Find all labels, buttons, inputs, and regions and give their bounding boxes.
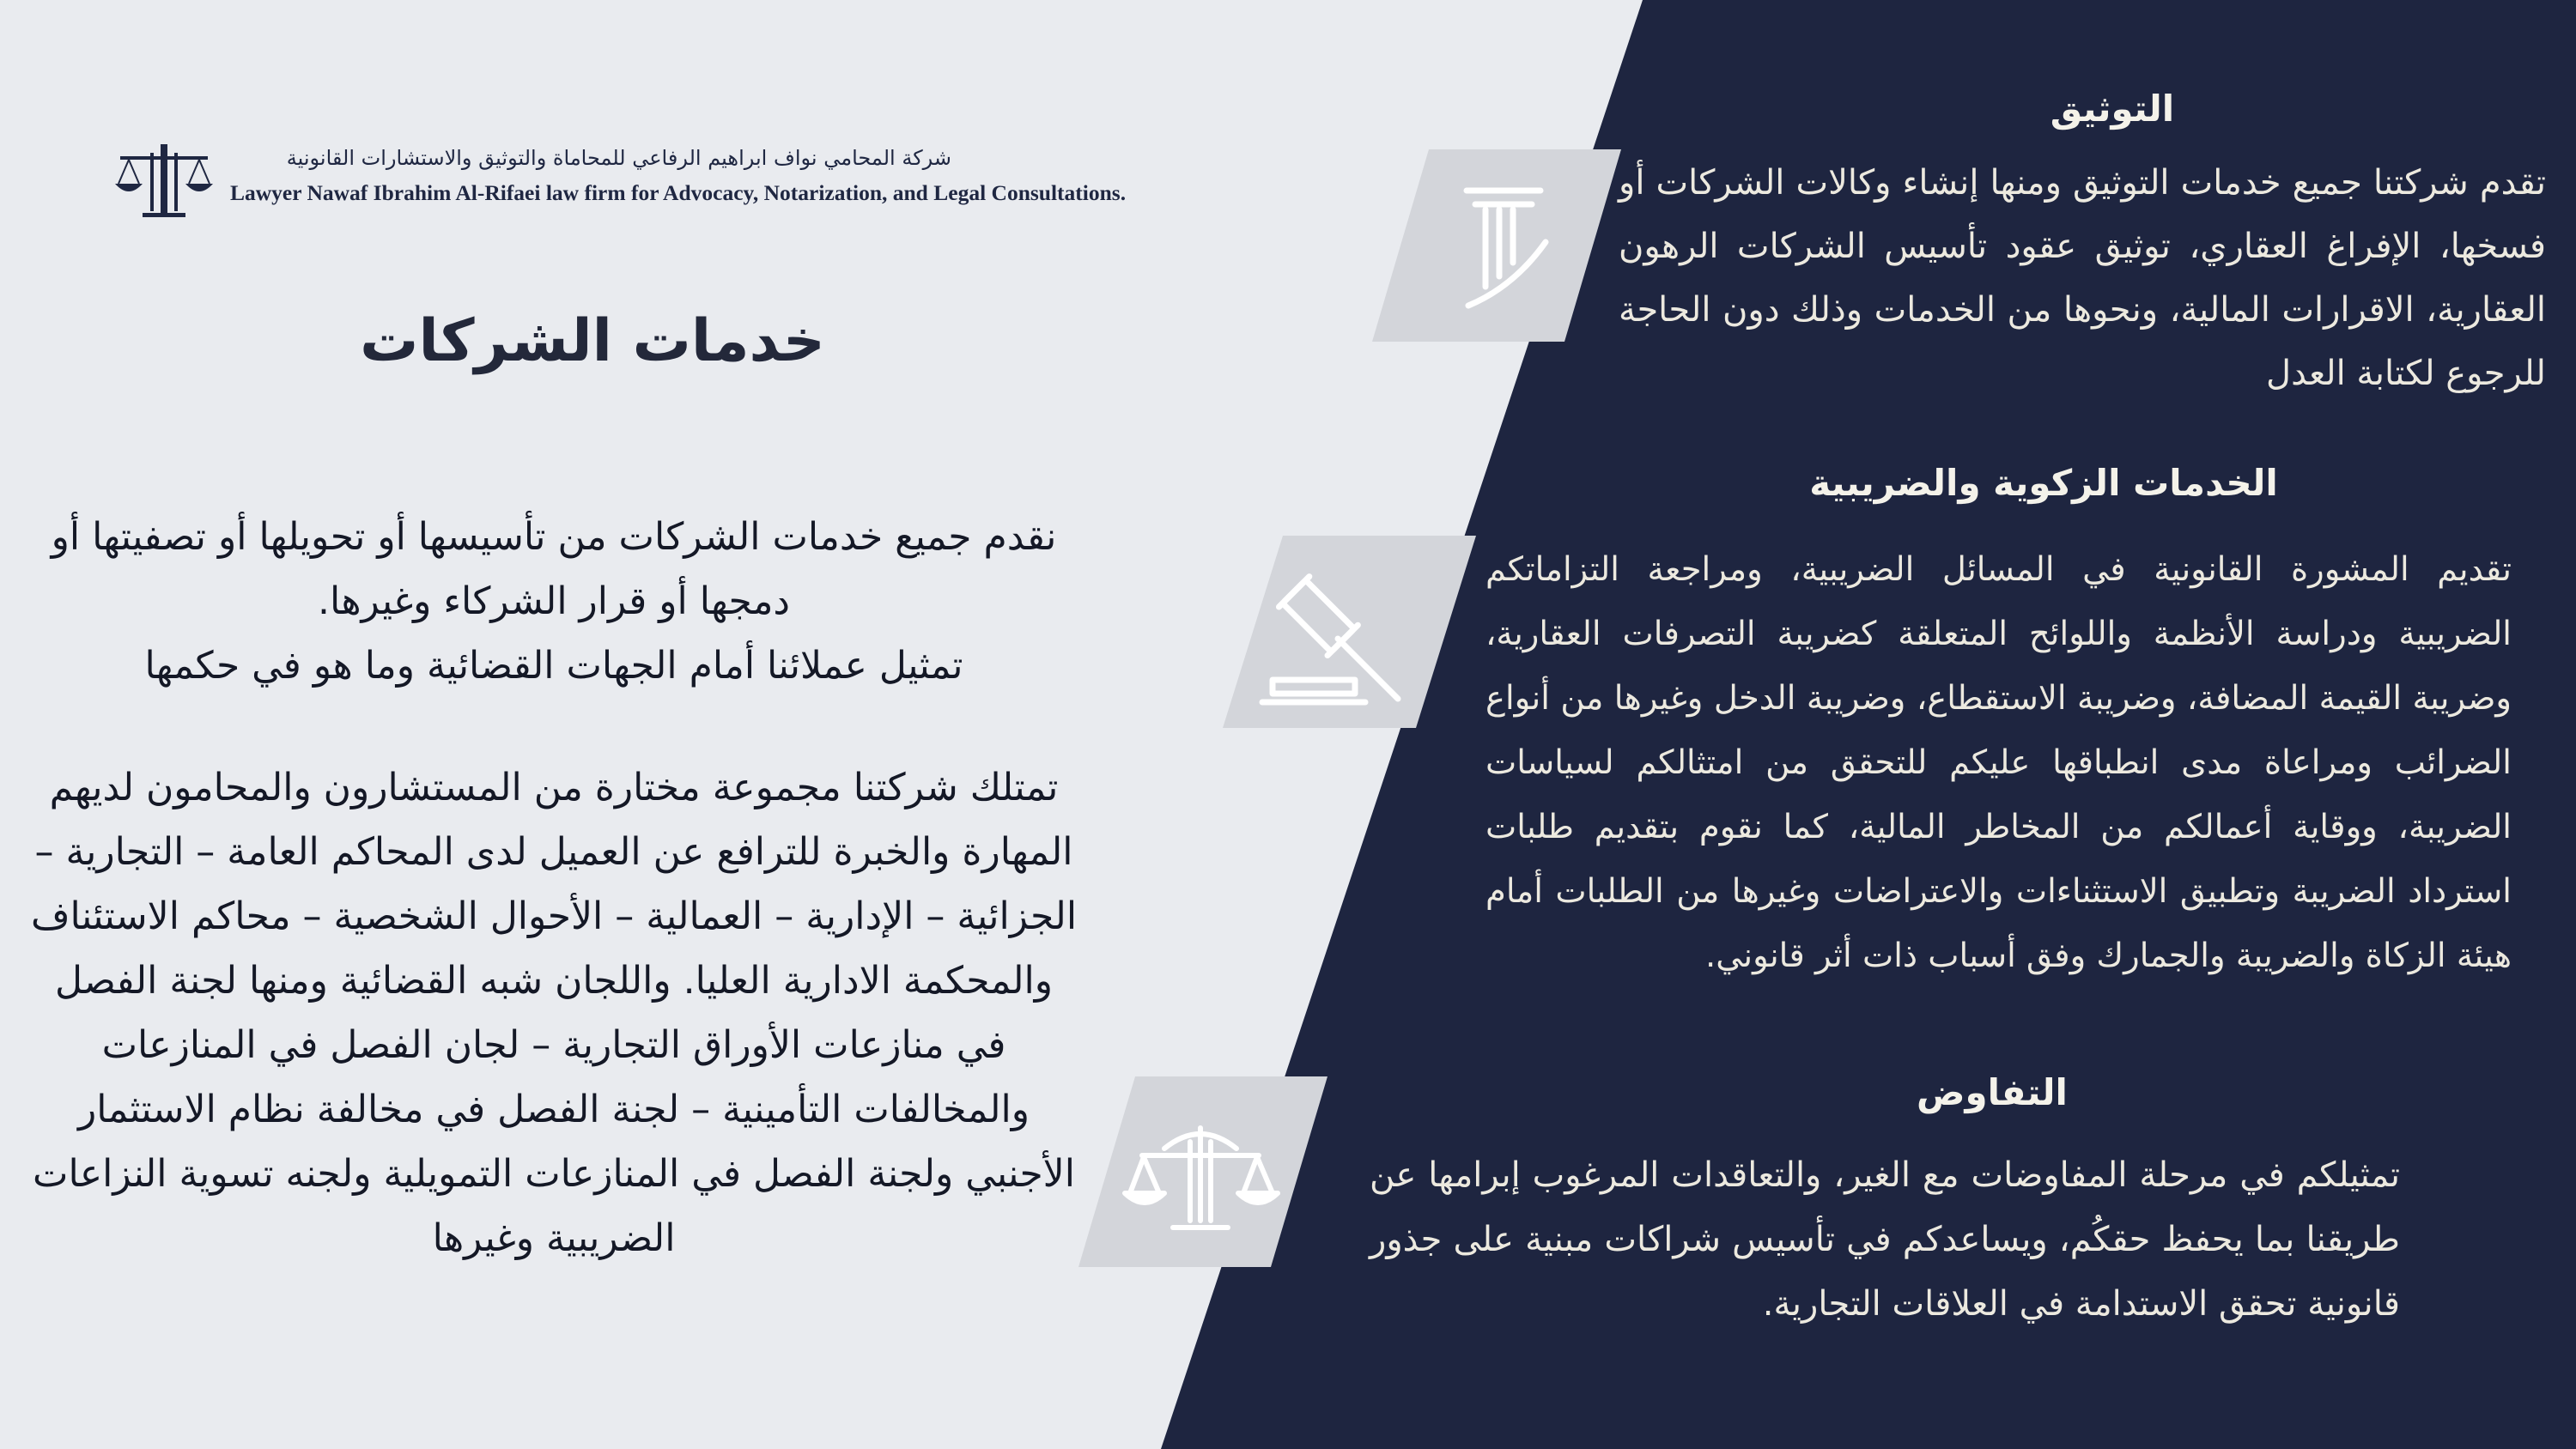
- tax-services-tile: [1223, 536, 1476, 728]
- section-heading-notarization: التوثيق: [2050, 88, 2175, 130]
- section-heading-negotiation: التفاوض: [1917, 1071, 2068, 1113]
- notarization-tile: [1372, 149, 1621, 342]
- page-title: خدمات الشركات: [360, 307, 825, 375]
- representation-paragraph: تمتلك شركتنا مجموعة مختارة من المستشارون والمحامون لديهم المهارة والخبرة للترافع عن العميل لدى المحاكم العامة – التجارية – الجزائية – الإدارية – العمالية – الأحوال الشخصية – محاكم الاستئناف والمحكمة الادارية العليا. واللجان شبه القضائية ومنها لجنة الفصل في منازعات الأوراق التجارية – لجان الفصل في المنازعات والمخالفات التأمينية – لجنة الفصل في مخالفة نظام الاستثمار الأجنبي ولجنة الفصل في المنازعات التمويلية ولجنه تسوية النزاعات الضريبية وغيرها: [30, 766, 1078, 1260]
- section-body-negotiation: تمثيلكم في مرحلة المفاوضات مع الغير، والتعاقدات المرغوب إبرامها عن طريقنا بما يحفظ حقكُم، ويساعدكم في تأسيس شراكات مبنية على جذور قانونية تحقق الاستدامة في العلاقات التجارية.: [1370, 1155, 2400, 1324]
- section-heading-tax: الخدمات الزكوية والضريبية: [1809, 462, 2278, 504]
- company-name-english: Lawyer Nawaf Ibrahim Al-Rifaei law firm for Advocacy, Notarization, and Legal Consultations.: [230, 180, 1127, 205]
- intro-paragraph: [26, 505, 1082, 698]
- intro-line: تمثيل عملائنا أمام الجهات القضائية وما هو في حكمها: [144, 644, 963, 688]
- section-body-tax: تقديم المشورة القانونية في المسائل الضريبية، ومراجعة التزاماتكم الضريبية ودراسة الأنظمة واللوائح المتعلقة كضريبة التصرفات العقارية، وضريبة القيمة المضافة، وضريبة الاستقطاع، وضريبة الدخل وغيرها من أنواع الضرائب ومراعاة مدى انطباقها عليكم للتحقق من امتثالكم لسياسات الضريبة، ووقاية أعمالكم من المخاطر المالية، كما نقوم بتقديم طلبات استرداد الضريبة وتطبيق الاستثناءات والاعتراضات وغيرها من الطلبات أمام هيئة الزكاة والضريبة والجمارك وفق أسباب ذات أثر قانوني.: [1485, 550, 2512, 975]
- intro-line: نقدم جميع خدمات الشركات من تأسيسها أو تحويلها أو تصفيتها أو دمجها أو قرار الشركاء وغيرها.: [51, 515, 1057, 623]
- company-logo: [113, 144, 1230, 221]
- scales-logo-icon: [113, 144, 215, 218]
- section-body-notarization: تقدم شركتنا جميع خدمات التوثيق ومنها إنشاء وكالات الشركات أو فسخها، الإفراغ العقاري، توثيق عقود تأسيس الشركات الرهون العقارية، الاقرارات المالية، ونحوها من الخدمات وذلك دون الحاجة للرجوع لكتابة العدل: [1619, 163, 2546, 393]
- company-name-arabic: شركة المحامي نواف ابراهيم الرفاعي للمحاماة والتوثيق والاستشارات القانونية: [286, 146, 951, 170]
- negotiation-tile: [1078, 1076, 1327, 1267]
